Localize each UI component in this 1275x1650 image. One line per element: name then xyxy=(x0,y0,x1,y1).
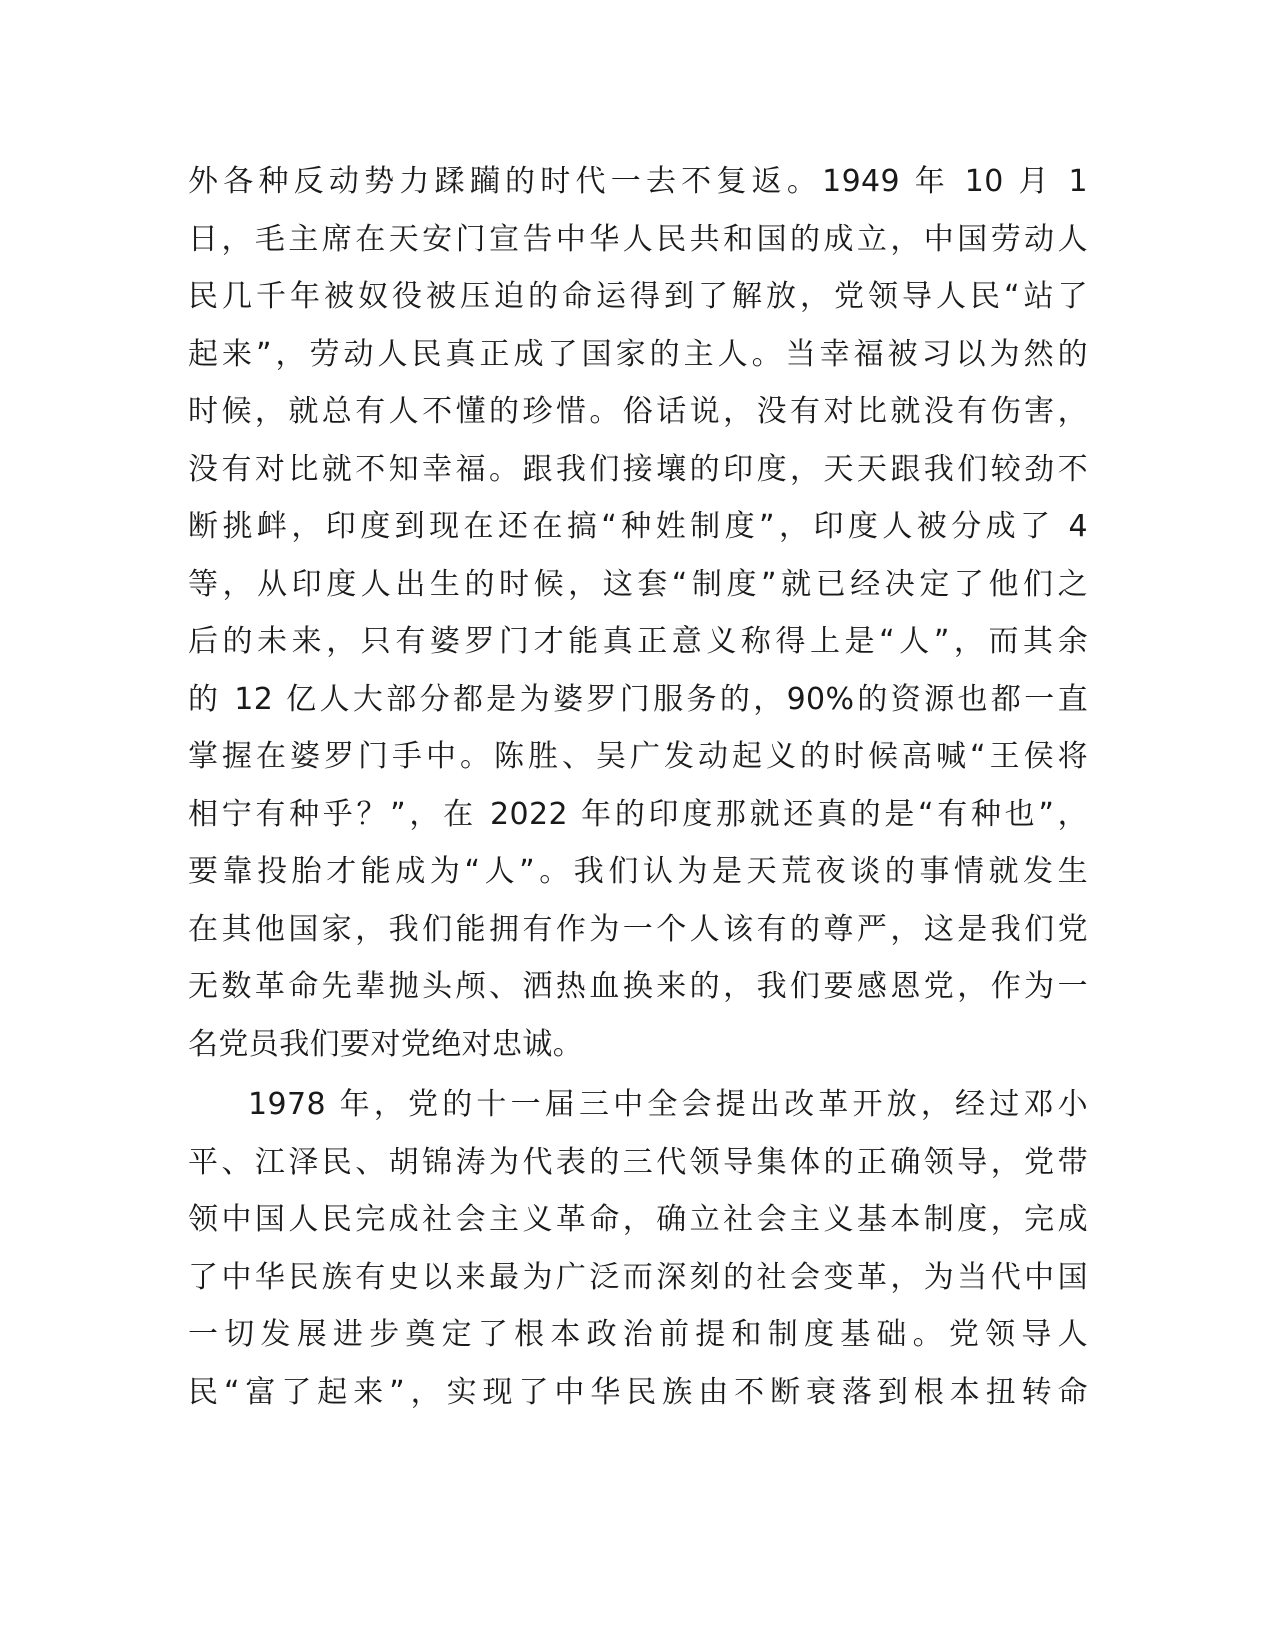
text-line: 名党员我们要对党绝对忠诚。 xyxy=(188,1026,584,1062)
text-line: 断挑衅，印度到现在还在搞“种姓制度”，印度人被分成了 4 xyxy=(188,509,1088,544)
text-line: 一切发展进步奠定了根本政治前提和制度基础。党领导人 xyxy=(188,1317,1088,1352)
text-line: 外各种反动势力蹂躏的时代一去不复返。1949 年 10 月 1 xyxy=(188,164,1088,199)
text-line: 的 12 亿人大部分都是为婆罗门服务的，90%的资源也都一直 xyxy=(188,681,1088,717)
text-line: 民几千年被奴役被压迫的命运得到了解放，党领导人民“站了 xyxy=(188,279,1088,314)
paragraph-1 xyxy=(188,153,1088,1073)
text-line: 日，毛主席在天安门宣告中华人民共和国的成立，中国劳动人 xyxy=(188,221,1088,257)
text-line: 后的未来，只有婆罗门才能真正意义称得上是“人”，而其余 xyxy=(188,624,1088,659)
text-line: 了中华民族有史以来最为广泛而深刻的社会变革，为当代中国 xyxy=(188,1259,1088,1295)
text-line: 掌握在婆罗门手中。陈胜、吴广发动起义的时候高喊“王侯将 xyxy=(188,739,1088,774)
text-line: 领中国人民完成社会主义革命，确立社会主义基本制度，完成 xyxy=(188,1202,1088,1237)
text-line: 起来”，劳动人民真正成了国家的主人。当幸福被习以为然的 xyxy=(188,336,1088,372)
document-body xyxy=(188,153,1088,1421)
text-line: 没有对比就不知幸福。跟我们接壤的印度，天天跟我们较劲不 xyxy=(188,451,1088,487)
text-line-indented xyxy=(188,1076,1088,1134)
text-line: 平、江泽民、胡锦涛为代表的三代领导集体的正确领导，党带 xyxy=(188,1144,1088,1180)
text-line: 在其他国家，我们能拥有作为一个人该有的尊严，这是我们党 xyxy=(188,911,1088,947)
text-line: 时候，就总有人不懂的珍惜。俗话说，没有对比就没有伤害， xyxy=(188,394,1088,429)
text-line: 无数革命先辈抛头颅、洒热血换来的，我们要感恩党，作为一 xyxy=(188,969,1088,1004)
text-line: 等，从印度人出生的时候，这套“制度”就已经决定了他们之 xyxy=(188,566,1088,602)
text-line: 民“富了起来”，实现了中华民族由不断衰落到根本扭转命 xyxy=(188,1374,1088,1410)
text-line: 相宁有种乎？”，在 2022 年的印度那就还真的是“有种也”， xyxy=(188,796,1088,832)
text-line: 要靠投胎才能成为“人”。我们认为是天荒夜谈的事情就发生 xyxy=(188,854,1088,889)
paragraph-2 xyxy=(188,1076,1088,1421)
text-line-content: 1978 年，党的十一届三中全会提出改革开放，经过邓小 xyxy=(248,1087,1088,1122)
